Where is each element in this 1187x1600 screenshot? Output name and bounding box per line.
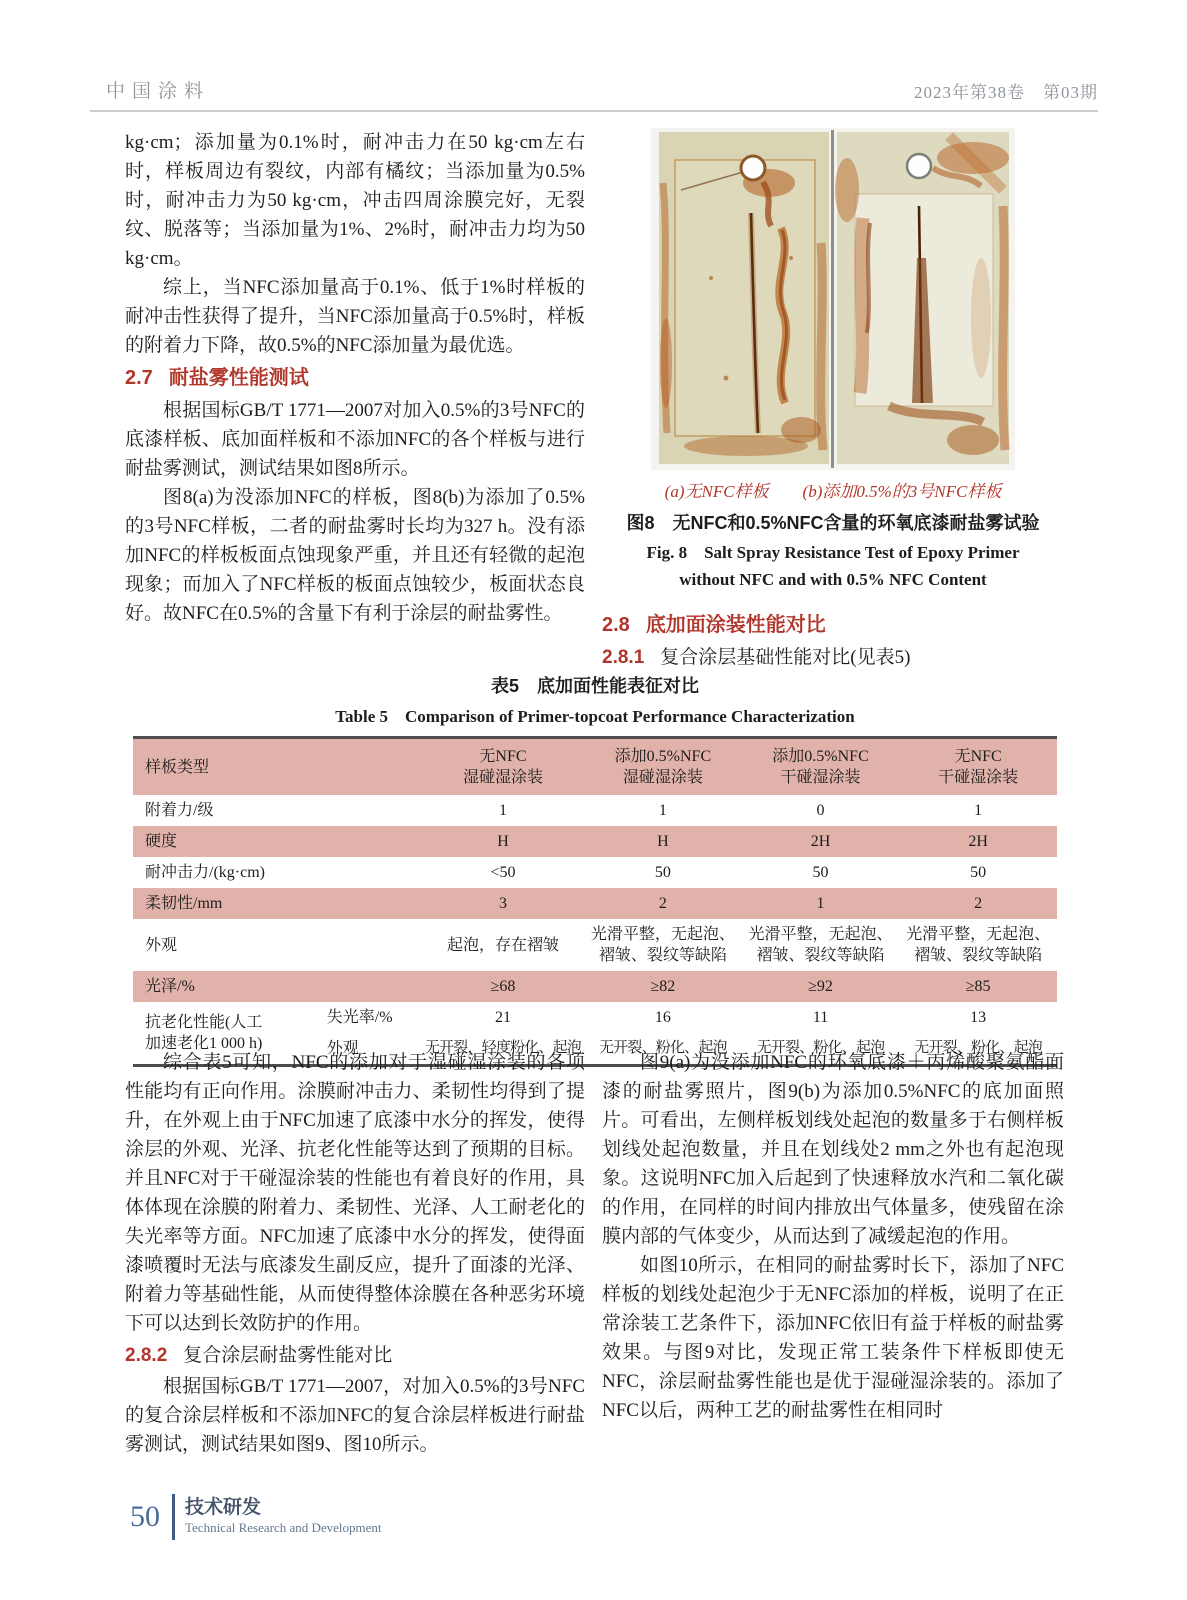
cell: 2H: [810, 833, 831, 850]
cell: 0: [816, 802, 825, 819]
table-title-en: Table 5 Comparison of Primer-topcoat Performance Characterization: [335, 707, 855, 726]
footer-section: [185, 1497, 382, 1537]
test-panel-right: [835, 132, 1009, 464]
cell: 2: [974, 895, 983, 912]
cell: 1: [498, 802, 507, 819]
cell: ≥85: [965, 978, 991, 995]
column-header: 无NFC 湿碰湿涂装: [462, 748, 543, 786]
cell: 无开裂、粉化、起泡: [598, 1040, 727, 1056]
cell: 13: [970, 1009, 987, 1026]
cell: 50: [654, 864, 671, 881]
section-heading-2-7: [125, 364, 585, 393]
footer-divider: [172, 1494, 175, 1540]
section-heading-2-8-2: [125, 1341, 585, 1370]
paragraph: 根据国标GB/T 1771—2007，对加入0.5%的3号NFC的复合涂层样板和不添加NFC的复合涂层样板进行耐盐雾测试，测试结果如图9、图10所示。: [125, 1376, 585, 1455]
cell: 光滑平整，无起泡、褶皱、裂纹等缺陷: [748, 926, 893, 964]
table-row: [133, 826, 1057, 857]
footer-section-subtitle: Technical Research and Development: [185, 1520, 382, 1535]
paragraph: kg·cm；添加量为0.1%时，耐冲击力在50 kg·cm左右时，样板周边有裂纹，内部有橘纹；当添加量为0.5%时，耐冲击力为50 kg·cm，冲击四周涂膜完好，无裂纹、脱落等；当添加量为1%、2%时，耐冲击力均为50 kg·cm。: [125, 132, 585, 269]
row-label: 附着力/级: [145, 802, 214, 819]
row-sublabel: 失光率/%: [326, 1009, 393, 1026]
cell: 1: [658, 802, 667, 819]
cell: 无开裂、粉化、起泡: [756, 1040, 885, 1056]
cell: 光滑平整，无起泡、褶皱、裂纹等缺陷: [590, 926, 735, 964]
section-heading-2-8-1: [602, 643, 1064, 672]
paragraph: 综合表5可知，NFC的添加对于湿碰湿涂装的各项性能均有正向作用。涂膜耐冲击力、柔韧性均得到了提升，在外观上由于NFC加速了底漆中水分的挥发，使得涂层的外观、光泽、抗老化性能等达到了预期的目标。并且NFC对于干碰湿涂装的性能也有着良好的作用，具体体现在涂膜的附着力、柔韧性、光泽、人工耐老化的失光率等方面。NFC加速了底漆中水分的挥发，使得面漆喷覆时无法与底漆发生副反应，提升了面漆的光泽、附着力等基础性能，从而使得整体涂膜在各种恶劣环境下可以达到长效防护的作用。: [125, 1052, 585, 1334]
cell: 2H: [968, 833, 988, 850]
table-title-cn: 表5 底加面性能表征对比: [490, 676, 699, 696]
footer-section-title: 技术研发: [185, 1497, 262, 1518]
header-rule: [90, 110, 1098, 112]
figure-caption-cn: 图8 无NFC和0.5%NFC含量的环氧底漆耐盐雾试验: [626, 513, 1040, 533]
row-label: 外观: [145, 936, 178, 954]
table-header-label: 样板类型: [145, 758, 210, 776]
page-number: 50: [130, 1500, 160, 1533]
cell: 起泡，存在褶皱: [446, 936, 559, 954]
figure-subcaption: (a)无NFC样板 (b)添加0.5%的3号NFC样板: [664, 482, 1002, 501]
row-label: 耐冲击力/(kg·cm): [145, 864, 265, 881]
panel-divider: [831, 130, 834, 468]
paragraph: 根据国标GB/T 1771—2007对加入0.5%的3号NFC的底漆样板、底加面样板和不添加NFC的各个样板与进行耐盐雾测试，测试结果如图8所示。: [125, 400, 585, 479]
paragraph: 图9(a)为没添加NFC的环氧底漆＋丙烯酸聚氨酯面漆的耐盐雾照片，图9(b)为添加0.5%NFC的底加面照片。可看出，左侧样板划线处起泡的数量多于右侧样板划线处起泡数量，并且在划线处2 mm之外也有起泡现象。这说明NFC加入后起到了快速释放水汽和二氧化碳的作用，在同样的时间内排放出气体量多，使残留在涂膜内部的气体变少，从而达到了减缓起泡的作用。: [602, 1052, 1064, 1247]
cell: 3: [498, 895, 507, 912]
paragraph: 图8(a)为没添加NFC的样板，图8(b)为添加了0.5%的3号NFC样板，二者的耐盐雾时长均为327 h。没有添加NFC的样板板面点蚀现象严重，并且还有轻微的起泡现象；而加入了NFC样板的板面点蚀较少，板面状态良好。故NFC在0.5%的含量下有利于涂层的耐盐雾性。: [125, 487, 585, 624]
section-title: 耐盐雾性能测试: [168, 367, 309, 389]
table-row: [133, 795, 1057, 826]
cell: 无开裂、粉化、起泡: [914, 1040, 1043, 1056]
cell: 16: [654, 1009, 671, 1026]
column-left-top: [125, 128, 585, 628]
column-header: 添加0.5%NFC 干碰湿涂装: [772, 748, 869, 786]
section-number: 2.8.1: [602, 647, 645, 668]
table-header-row: [133, 738, 1057, 796]
page-footer: [130, 1494, 382, 1540]
cell: H: [657, 833, 669, 850]
cell: ≥82: [650, 978, 676, 995]
row-label: 光泽/%: [145, 978, 195, 995]
row-sublabel: 外观: [326, 1040, 359, 1057]
section-title: 复合涂层基础性能对比(见表5): [660, 647, 911, 668]
figure-caption-en: Fig. 8 Salt Spray Resistance Test of Epoxy Primer without NFC and with 0.5% NFC Content: [646, 543, 1020, 589]
figure8-photo: [651, 128, 1015, 470]
test-panel-left: [659, 132, 829, 464]
section-heading-2-8: [602, 611, 1064, 640]
page-header: [90, 76, 1098, 103]
cell: 无开裂，轻度粉化、起泡: [424, 1040, 582, 1056]
row-label: 柔韧性/mm: [145, 895, 223, 912]
section-title: 底加面涂装性能对比: [645, 614, 826, 636]
table-row: [133, 857, 1057, 888]
journal-title: 中国涂料: [106, 81, 211, 102]
cell: 21: [494, 1009, 511, 1026]
paragraph: 综上，当NFC添加量高于0.1%、低于1%时样板的耐冲击性获得了提升，当NFC添加量高于0.5%时，样板的附着力下降，故0.5%的NFC添加量为最优选。: [125, 277, 585, 356]
column-header: 添加0.5%NFC 湿碰湿涂装: [614, 748, 712, 786]
cell: ≥92: [808, 978, 833, 995]
cell: 光滑平整，无起泡、褶皱、裂纹等缺陷: [906, 926, 1051, 964]
cell: <50: [490, 864, 516, 881]
column-header: 无NFC 干碰湿涂装: [938, 748, 1019, 786]
cell: H: [497, 833, 509, 850]
table5-block: [133, 672, 1057, 1067]
cell: 50: [812, 864, 829, 881]
table5: [133, 736, 1057, 1067]
section-number: 2.7: [125, 367, 153, 389]
paragraph: 如图10所示，在相同的耐盐雾时长下，添加了NFC样板的划线处起泡少于无NFC添加的样板，说明了在正常涂装工艺条件下，添加NFC依旧有益于样板的耐盐雾效果。与图9对比，发现正常工装条件下样板即使无NFC，涂层耐盐雾性能也是优于湿碰湿涂装的。添加了NFC以后，两种工艺的耐盐雾性在相同时: [602, 1255, 1064, 1421]
table-row: [133, 919, 1057, 971]
cell: 50: [970, 864, 987, 881]
column-left-bottom: [125, 1048, 585, 1459]
cell: 11: [812, 1009, 829, 1026]
cell: 1: [816, 895, 825, 912]
issue-info: 2023年第38卷 第03期: [914, 83, 1098, 102]
table-row: [133, 888, 1057, 919]
section-title: 复合涂层耐盐雾性能对比: [183, 1345, 393, 1366]
column-right-top: [602, 124, 1064, 674]
column-right-bottom: [602, 1048, 1064, 1425]
row-label: 硬度: [145, 833, 178, 850]
table-row: [133, 1002, 1057, 1033]
cell: ≥68: [490, 978, 516, 995]
section-number: 2.8.2: [125, 1345, 168, 1366]
section-number: 2.8: [602, 614, 630, 636]
row-label: 抗老化性能(人工 加速老化1 000 h): [145, 1014, 263, 1052]
table-row: [133, 971, 1057, 1002]
cell: 2: [658, 895, 667, 912]
cell: 1: [974, 802, 983, 819]
